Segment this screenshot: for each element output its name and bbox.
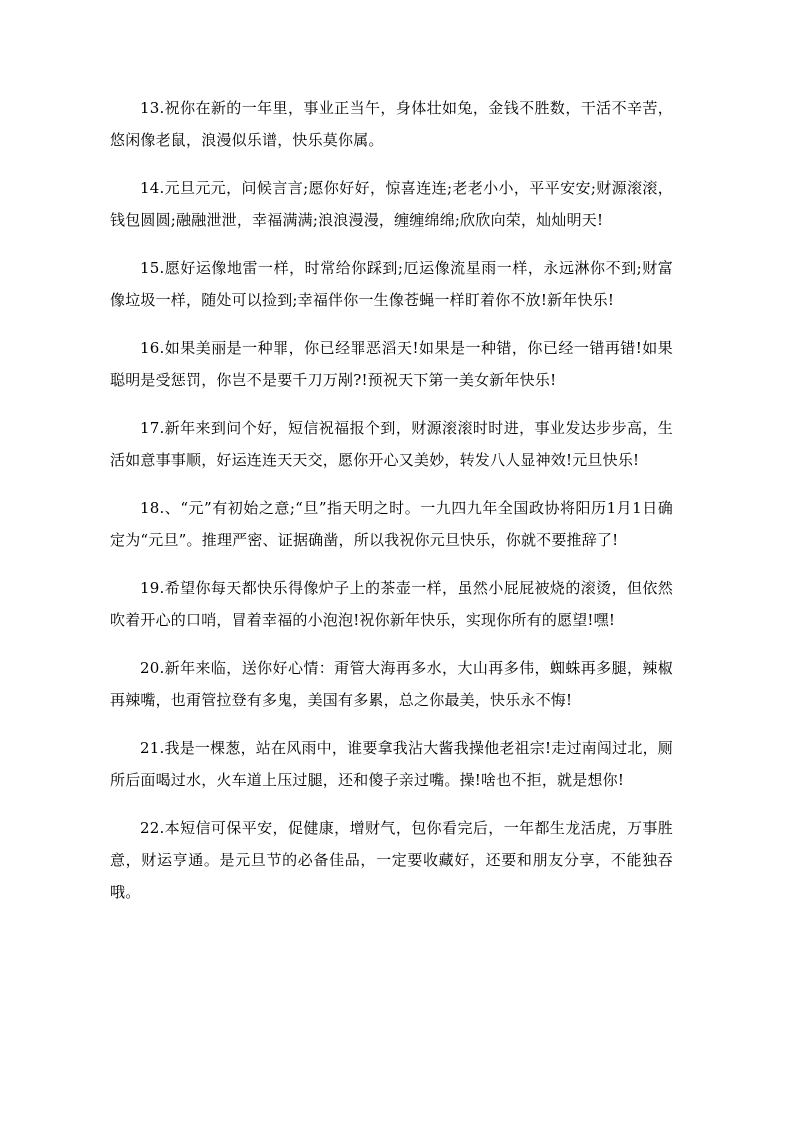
paragraph-22: 22.本短信可保平安，促健康，增财气，包你看完后，一年都生龙活虎，万事胜意，财运亨通。是元旦节的必备佳品，一定要收藏好，还要和朋友分享，不能独吞哦。 [110, 819, 673, 901]
paragraph-13: 13.祝你在新的一年里，事业正当午，身体壮如兔，金钱不胜数，干活不辛苦，悠闲像老鼠，浪漫似乐谱，快乐莫你属。 [110, 99, 673, 149]
paragraph-20: 20.新年来临，送你好心情：甭管大海再多水，大山再多伟，蜘蛛再多腿，辣椒再辣嘴，也甭管拉登有多鬼，美国有多累，总之你最美，快乐永不悔! [110, 659, 673, 709]
document-page [110, 0, 673, 924]
paragraph-15: 15.愿好运像地雷一样，时常给你踩到;厄运像流星雨一样，永远淋你不到;财富像垃圾一样，随处可以捡到;幸福伴你一生像苍蝇一样盯着你不放!新年快乐! [110, 259, 673, 309]
paragraph-16: 16.如果美丽是一种罪，你已经罪恶滔天!如果是一种错，你已经一错再错!如果聪明是受惩罚，你岂不是要千刀万剐?!预祝天下第一美女新年快乐! [110, 339, 673, 389]
paragraph-19: 19.希望你每天都快乐得像炉子上的茶壶一样，虽然小屁屁被烧的滚烫，但依然吹着开心的口哨，冒着幸福的小泡泡!祝你新年快乐，实现你所有的愿望!嘿! [110, 579, 673, 629]
paragraph-17: 17.新年来到问个好，短信祝福报个到，财源滚滚时时进，事业发达步步高，生活如意事事顺，好运连连天天交，愿你开心又美妙，转发八人显神效!元旦快乐! [110, 419, 673, 469]
paragraph-18: 18.、“元”有初始之意;“旦”指天明之时。一九四九年全国政协将阳历1月1日确定为“元旦”。推理严密、证据确凿，所以我祝你元旦快乐，你就不要推辞了! [110, 499, 673, 549]
paragraph-14: 14.元旦元元，问候言言;愿你好好，惊喜连连;老老小小，平平安安;财源滚滚，钱包圆圆;融融泄泄，幸福满满;浪浪漫漫，缠缠绵绵;欣欣向荣，灿灿明天! [110, 179, 673, 229]
paragraph-21: 21.我是一棵葱，站在风雨中，谁要拿我沾大酱我操他老祖宗!走过南闯过北，厕所后面喝过水，火车道上压过腿，还和傻子亲过嘴。操!啥也不拒，就是想你! [110, 739, 673, 789]
